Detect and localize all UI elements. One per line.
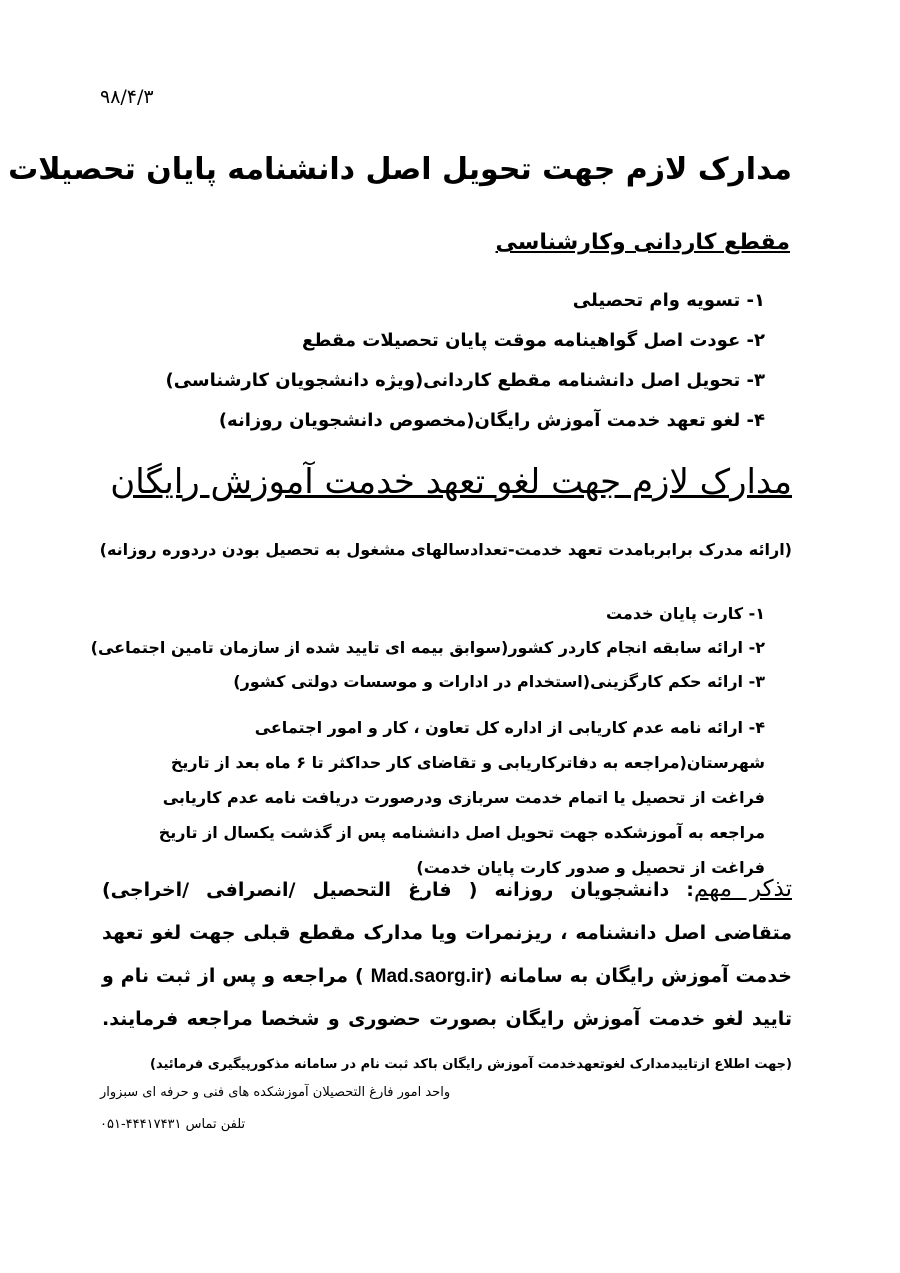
document-date: ۹۸/۴/۳ xyxy=(100,86,154,108)
section2-list xyxy=(91,600,765,702)
list-item: ۴- لغو تعهد خدمت آموزش رایگان(مخصوص دانشجویان روزانه) xyxy=(218,410,765,431)
note-small-text: (جهت اطلاع ازتاییدمدارک لغوتعهدخدمت آموزش رایگان باکد ثبت نام در سامانه مذکورپیگیری فرمائید) xyxy=(150,1057,792,1072)
note-text-after-link: ) مراجعه و پس از ثبت نام و تایید لغو خدمت آموزش رایگان بصورت حضوری و شخصا مراجعه فرمایند. xyxy=(102,965,792,1030)
footer-unit: واحد امور فارغ التحصیلان آموزشکده های فنی و حرفه ای سبزوار xyxy=(100,1085,451,1100)
section2-intro: (ارائه مدرک برابربامدت تعهد خدمت-تعدادسالهای مشغول به تحصیل بودن دردوره روزانه) xyxy=(99,540,792,559)
note-label: تذکر مهم xyxy=(693,876,793,902)
section2-item4: ۴- ارائه نامه عدم کاریابی از اداره کل تعاون ، کار و امور اجتماعی شهرستان(مراجعه به دفاترکاریابی و تقاضای کار حداکثر تا ۶ ماه بعد از تاریخ فراغت از تحصیل یا اتمام خدمت سربازی ودرصورت دریافت نامه عدم کاریابی مراجعه به آموزشکده جهت تحویل اصل دانشنامه پس از گذشت یکسال از تاریخ فراغت از تحصیل و صدور کارت پایان خدمت) xyxy=(158,718,765,877)
section1-list xyxy=(165,286,765,446)
list-item: ۳- تحویل اصل دانشنامه مقطع کاردانی(ویژه دانشجویان کارشناسی) xyxy=(165,370,765,391)
list-item: ۳- ارائه حکم کارگزینی(استخدام در ادارات و موسسات دولتی کشور) xyxy=(233,672,765,691)
list-item: ۱- تسویه وام تحصیلی xyxy=(572,290,765,311)
main-title: مدارک لازم جهت تحویل اصل دانشنامه پایان تحصیلات xyxy=(8,152,792,187)
important-note xyxy=(102,868,792,1086)
list-item: ۱- کارت پایان خدمت xyxy=(605,604,765,623)
footer-phone: تلفن تماس ۴۴۴۱۷۴۳۱-۰۵۱ xyxy=(100,1117,246,1132)
list-item: ۲- عودت اصل گواهینامه موقت پایان تحصیلات مقطع xyxy=(302,330,765,351)
second-title: مدارک لازم جهت لغو تعهد خدمت آموزش رایگان xyxy=(110,462,792,502)
note-text-before-link: : دانشجویان روزانه ( فارغ التحصیل /انصرافی /اخراجی) متقاضی اصل دانشنامه ، ریزنمرات ویا مدارک مقطع قبلی جهت لغو تعهد خدمت آموزش رایگان به سامانه ( xyxy=(102,879,792,987)
section1-heading: مقطع کاردانی وکارشناسی xyxy=(495,230,790,255)
list-item: ۲- ارائه سابقه انجام کاردر کشور(سوابق بیمه ای تایید شده از سازمان تامین اجتماعی) xyxy=(90,638,765,657)
saorg-link[interactable]: Mad.saorg.ir xyxy=(370,966,484,987)
